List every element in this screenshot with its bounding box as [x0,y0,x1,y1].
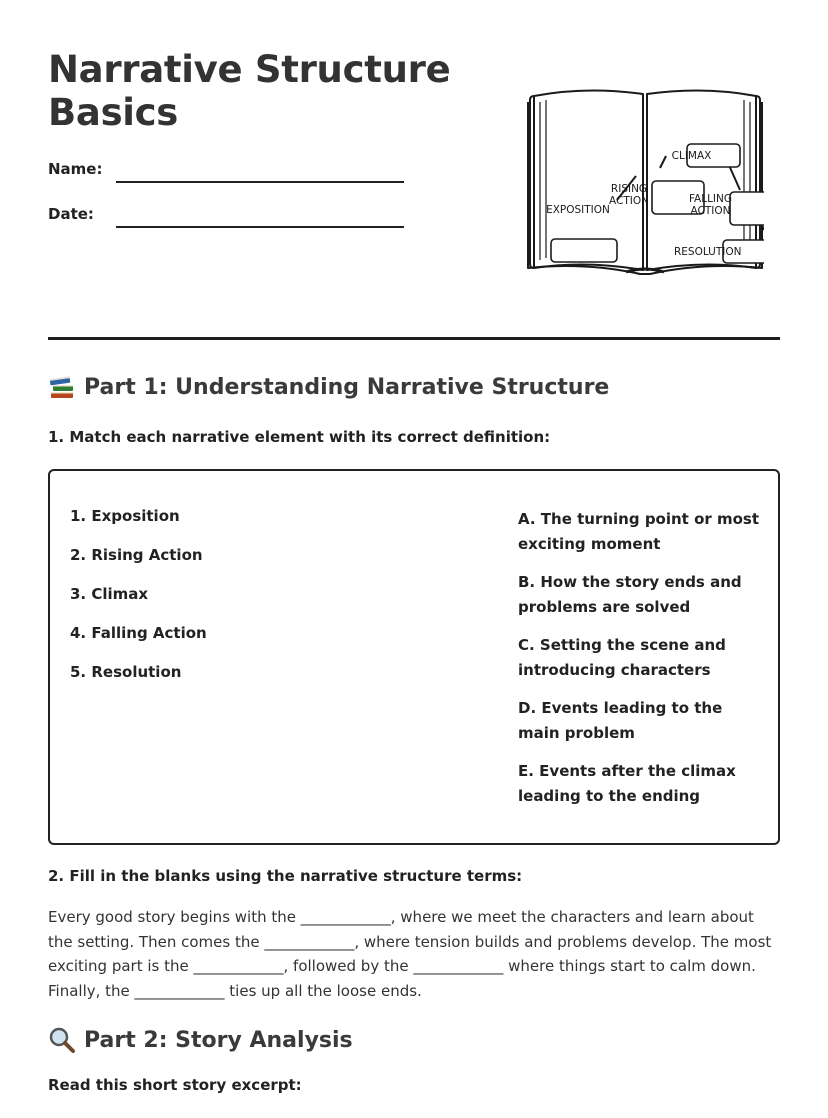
climax-label: CLIMAX [671,150,712,162]
term-item: 3. Climax [70,585,149,603]
date-label: Date: [48,205,94,223]
falling-label-1: FALLING [688,193,733,205]
story-instruction: Read this short story excerpt: [48,1076,302,1094]
term-item: 5. Resolution [70,663,182,681]
header-divider [48,337,780,340]
title-line-1: Narrative Structure [48,48,451,91]
term-item: 4. Falling Action [70,624,207,642]
question-1: 1. Match each narrative element with its correct definition: [48,428,551,446]
resolution-label: RESOLUTION [674,246,742,258]
falling-action-label [683,193,738,217]
definition-item: D. Events leading to the main problem [518,699,723,742]
definition-item: C. Setting the scene and introducing characters [518,636,726,679]
fill-in-paragraph: Every good story begins with the ____________, where we meet the characters and learn about the setting. Then comes the ____________, where tension builds and problems develop. The most exciting part is the ____________, followed by the ____________ where things start to calm down. Finally, the ____________ ties up all the loose ends. [48,908,772,1000]
term-item: 2. Rising Action [70,546,203,564]
definitions-list [518,507,766,822]
rising-label-1: RISING [610,183,648,195]
definition-item: A. The turning point or most exciting moment [518,510,760,553]
name-label: Name: [48,160,103,178]
term-item: 1. Exposition [70,507,180,525]
part2-heading [48,1026,353,1054]
rising-label-2: ACTION [609,195,649,207]
matching-box [48,469,780,845]
terms-list [70,507,207,702]
page-title [48,48,468,134]
definition-item: E. Events after the climax leading to the ending [518,762,736,805]
date-input-line[interactable] [116,226,404,228]
magnifying-glass-icon [48,1026,76,1054]
falling-label-2: ACTION [690,205,731,217]
name-input-line[interactable] [116,181,404,183]
part1-heading [48,373,609,401]
question-2: 2. Fill in the blanks using the narrative structure terms: [48,867,523,885]
part1-heading-text: Part 1: Understanding Narrative Structure [84,374,610,400]
part2-heading-text: Part 2: Story Analysis [84,1027,353,1053]
worksheet-header [48,48,780,288]
exposition-label: EXPOSITION [546,204,610,216]
books-icon [48,373,76,401]
title-line-2: Basics [48,91,179,134]
rising-action-label [603,183,655,207]
definition-item: B. How the story ends and problems are solved [518,573,742,616]
